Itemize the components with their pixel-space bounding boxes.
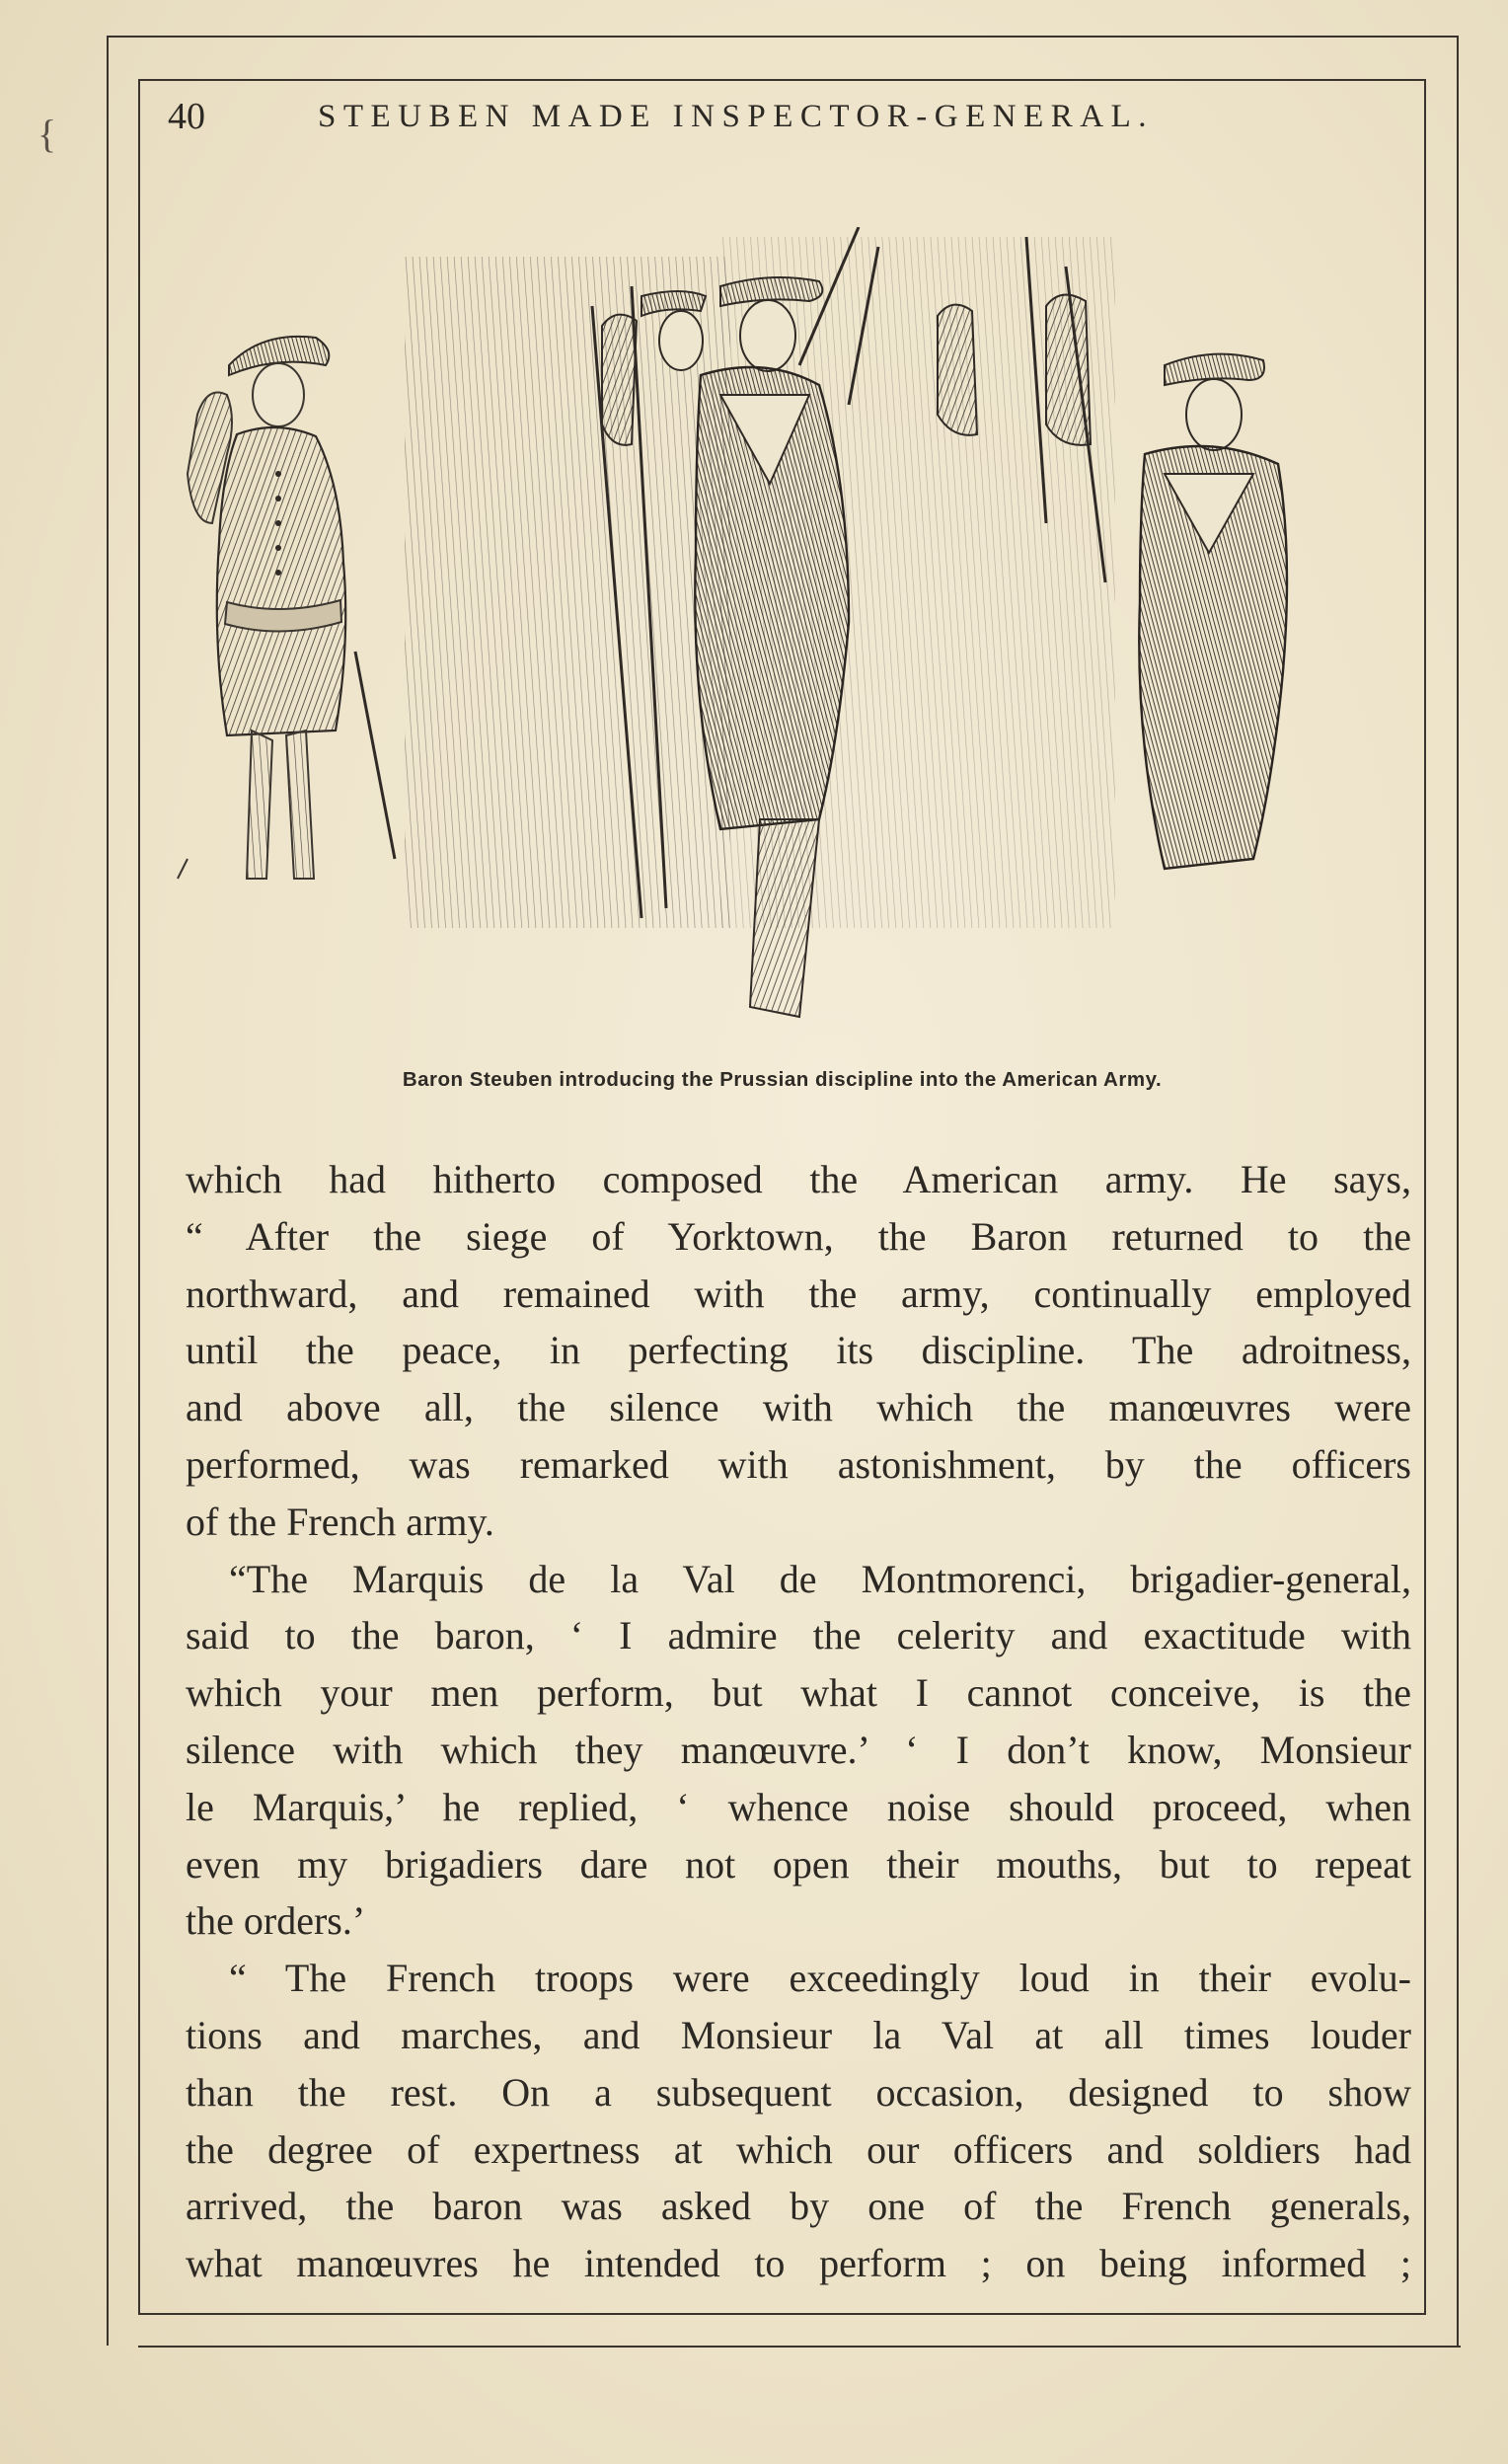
- text-line: than the rest. On a subsequent occasion, designed to show: [186, 2069, 1411, 2115]
- text-line: even my brigadiers dare not open their mouths, but to repeat: [186, 1841, 1411, 1886]
- page-header: [168, 95, 1411, 154]
- text-line: “The Marquis de la Val de Montmorenci, brigadier-general,: [229, 1556, 1411, 1601]
- soldiers-group: [405, 227, 1287, 1017]
- text-line: and above all, the silence with which the manœuvres were: [186, 1385, 1411, 1430]
- illustration-caption: Baron Steuben introducing the Prussian discipline into the American Army.: [402, 1068, 1163, 1091]
- text-line: silence with which they manœuvre.’ ‘ I don’t know, Monsieur: [186, 1727, 1411, 1772]
- text-line: “ The French troops were exceedingly loud in their evolu-: [229, 1956, 1411, 2001]
- text-line: arrived, the baron was asked by one of the French generals,: [186, 2184, 1411, 2229]
- text-line: the orders.’: [186, 1898, 366, 1944]
- text-line: said to the baron, ‘ I admire the celerity and exactitude with: [186, 1613, 1411, 1658]
- text-line: which your men perform, but what I cannot conceive, is the: [186, 1670, 1411, 1716]
- text-line: which had hitherto composed the American army. He says,: [186, 1157, 1411, 1201]
- engraving-illustration: [168, 227, 1401, 1046]
- text-line: le Marquis,’ he replied, ‘ whence noise should proceed, when: [186, 1784, 1411, 1829]
- text-line: northward, and remained with the army, continually employed: [186, 1270, 1411, 1316]
- text-line: what manœuvres he intended to perform ; on being informed ;: [186, 2241, 1411, 2286]
- text-line: “ After the siege of Yorktown, the Baron returned to the: [186, 1213, 1411, 1259]
- text-line: of the French army.: [186, 1499, 494, 1544]
- text-line: the degree of expertness at which our officers and soldiers had: [186, 2126, 1411, 2172]
- text-line: performed, was remarked with astonishment, by the officers: [186, 1441, 1411, 1487]
- running-title: STEUBEN MADE INSPECTOR-GENERAL.: [318, 99, 1154, 134]
- body-text: [186, 1151, 1411, 2292]
- baron-steuben-figure: [178, 337, 395, 879]
- margin-mark: {: [38, 112, 57, 156]
- text-line: until the peace, in perfecting its discipline. The adroitness,: [186, 1328, 1411, 1373]
- text-line: tions and marches, and Monsieur la Val at all times louder: [186, 2012, 1411, 2057]
- page-number: 40: [168, 96, 205, 137]
- bottom-rule: [138, 2346, 1461, 2348]
